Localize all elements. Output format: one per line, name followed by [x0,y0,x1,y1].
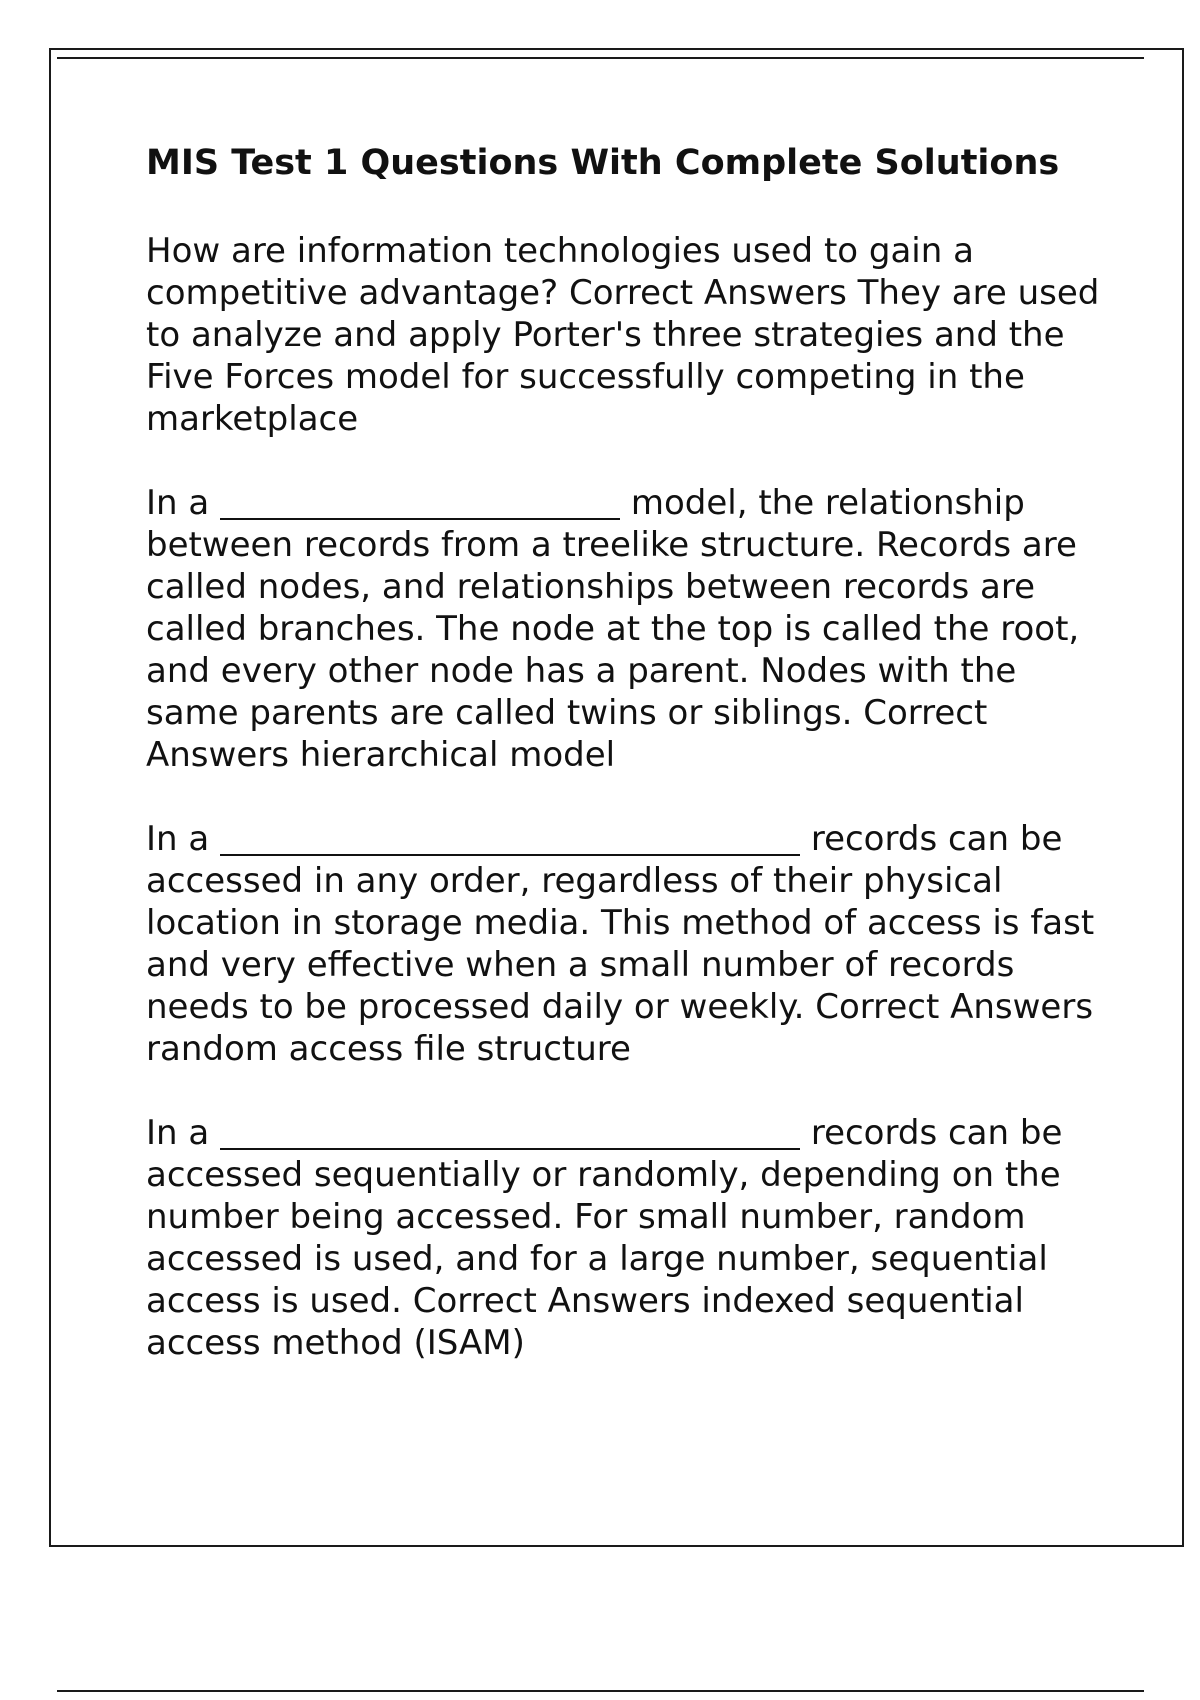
question-start: In a [146,483,210,523]
question-end: records can be accessed in any order, regardless of their physical location in storage media. This method of access is fast and very effective when a small number of records needs to be processed daily or weekly. [146,819,1095,1027]
answer-text: random access file structure [146,1029,631,1069]
document-body [146,142,1106,1406]
answer-label: Correct Answers [815,987,1094,1027]
answer-label: Correct Answers [568,273,847,313]
question-end: records can be accessed sequentially or randomly, depending on the number being accessed. For small number, random accessed is used, and for a large number, sequential access is used. [146,1113,1063,1321]
question-end: model, the relationship between records from a treelike structure. Records are called nodes, and relationships between records are called branches. The node at the top is called the root, and every other node has a parent. Nodes with the same parents are called twins or siblings. [146,483,1080,733]
answer-text: hierarchical model [299,735,616,775]
question-text: How are information technologies used to gain a competitive advantage? [146,231,974,313]
top-divider [57,57,1144,59]
fill-in-blank [220,518,620,520]
document-title: MIS Test 1 Questions With Complete Solutions [146,143,1060,183]
question-start: In a [146,819,210,859]
fill-in-blank [220,854,800,856]
answer-label: Correct Answers [146,693,988,775]
answer-text: indexed sequential access method (ISAM) [146,1281,1024,1363]
qa-item-3 [146,818,1106,1070]
qa-item-2 [146,482,1106,776]
qa-item-4 [146,1112,1106,1364]
question-start: In a [146,1113,210,1153]
answer-label: Correct Answers [412,1281,691,1321]
answer-text: They are used to analyze and apply Porter's three strategies and the Five Forces model for successfully competing in the marketplace [146,273,1100,439]
qa-item-1 [146,230,1106,440]
fill-in-blank [220,1148,800,1150]
bottom-divider [57,1690,1144,1692]
